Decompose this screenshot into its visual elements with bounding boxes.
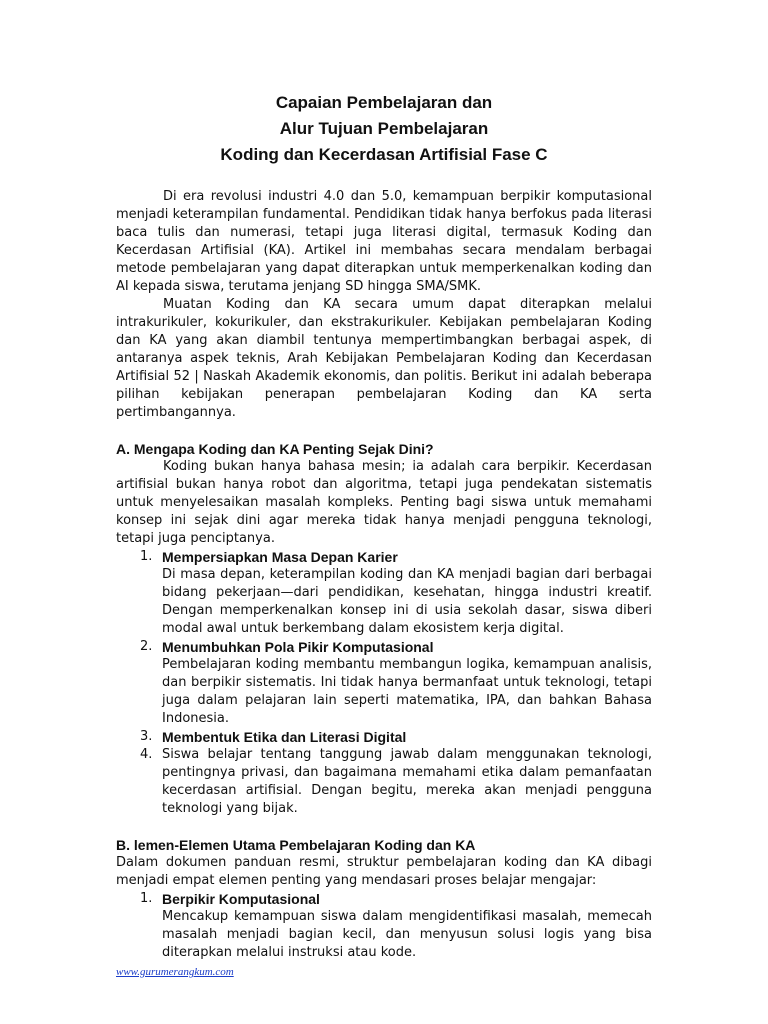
section-a-list xyxy=(116,548,652,818)
footer-link[interactable]: www.gurumerangkum.com xyxy=(116,966,234,978)
list-item-heading: Membentuk Etika dan Literasi Digital xyxy=(162,729,407,745)
list-item-number: 1. xyxy=(140,891,153,906)
section-a-paragraph: Koding bukan hanya bahasa mesin; ia adalah cara berpikir. Kecerdasan artifisial bukan hanya robot dan algoritma, tetapi juga pendekatan sistematis untuk menyelesaikan masalah kompleks. Penting bagi siswa untuk memahami konsep ini sejak dini agar mereka tidak hanya menjadi pengguna teknologi, tetapi juga penciptanya. xyxy=(116,459,652,546)
title-line-3: Koding dan Kecerdasan Artifisial Fase C xyxy=(220,145,548,164)
intro-paragraph-1: Di era revolusi industri 4.0 dan 5.0, kemampuan berpikir komputasional menjadi keterampilan fundamental. Pendidikan tidak hanya berfokus pada literasi baca tulis dan numerasi, tetapi juga literasi digital, termasuk Koding dan Kecerdasan Artifisial (KA). Artikel ini membahas secara mendalam berbagai metode pembelajaran yang dapat diterapkan untuk memperkenalkan koding dan AI kepada siswa, terutama jenjang SD hingga SMA/SMK. xyxy=(116,189,652,294)
list-item-heading: Menumbuhkan Pola Pikir Komputasional xyxy=(162,639,434,655)
list-item-number: 2. xyxy=(140,639,153,654)
list-item-text: Di masa depan, keterampilan koding dan KA menjadi bagian dari berbagai bidang pekerjaan—dari pendidikan, kesehatan, hingga industri kreatif. Dengan memperkenalkan konsep ini di usia sekolah dasar, siswa diberi modal awal untuk berkembang dalam ekosistem kerja digital. xyxy=(162,567,652,636)
section-a-heading: A. Mengapa Koding dan KA Penting Sejak Dini? xyxy=(116,441,434,457)
document-body xyxy=(116,90,652,962)
intro-paragraph-2: Muatan Koding dan KA secara umum dapat diterapkan melalui intrakurikuler, kokurikuler, dan ekstrakurikuler. Kebijakan pembelajaran Koding dan KA yang akan diambil tentunya mempertimbangkan berbagai aspek, di antaranya aspek teknis, Arah Kebijakan Pembelajaran Koding dan Kecerdasan Artifisial 52 | Naskah Akademik ekonomis, dan politis. Berikut ini adalah beberapa pilihan kebijakan penerapan pembelajaran Koding dan KA serta pertimbangannya. xyxy=(116,297,652,420)
list-item xyxy=(116,638,652,728)
section-b-paragraph: Dalam dokumen panduan resmi, struktur pembelajaran koding dan KA dibagi menjadi empat elemen penting yang mendasari proses belajar mengajar: xyxy=(116,855,652,888)
list-item xyxy=(116,548,652,638)
list-item xyxy=(116,728,652,746)
section-b-heading: B. lemen-Elemen Utama Pembelajaran Koding dan KA xyxy=(116,837,476,853)
list-item xyxy=(116,746,652,818)
title-line-1: Capaian Pembelajaran dan xyxy=(275,93,493,112)
section-b-list xyxy=(116,890,652,962)
list-item-text: Mencakup kemampuan siswa dalam mengidentifikasi masalah, memecah masalah menjadi bagian kecil, dan menyusun solusi logis yang bisa diterapkan melalui instruksi atau kode. xyxy=(162,909,652,960)
list-item-heading: Berpikir Komputasional xyxy=(162,891,320,907)
document-title xyxy=(116,90,652,168)
list-item-number: 1. xyxy=(140,549,153,564)
list-item-heading: Mempersiapkan Masa Depan Karier xyxy=(162,549,398,565)
list-item-text: Siswa belajar tentang tanggung jawab dalam menggunakan teknologi, pentingnya privasi, dan bagaimana memahami etika dalam pemanfaatan kecerdasan artifisial. Dengan begitu, mereka akan menjadi pengguna teknologi yang bijak. xyxy=(162,747,652,816)
list-item-text: Pembelajaran koding membantu membangun logika, kemampuan analisis, dan berpikir sistematis. Ini tidak hanya bermanfaat untuk teknologi, tetapi juga dalam pelajaran lain seperti matematika, IPA, dan bahkan Bahasa Indonesia. xyxy=(162,657,652,726)
title-line-2: Alur Tujuan Pembelajaran xyxy=(279,119,489,138)
list-item-number: 4. xyxy=(140,747,153,762)
list-item-number: 3. xyxy=(140,729,153,744)
list-item xyxy=(116,890,652,962)
